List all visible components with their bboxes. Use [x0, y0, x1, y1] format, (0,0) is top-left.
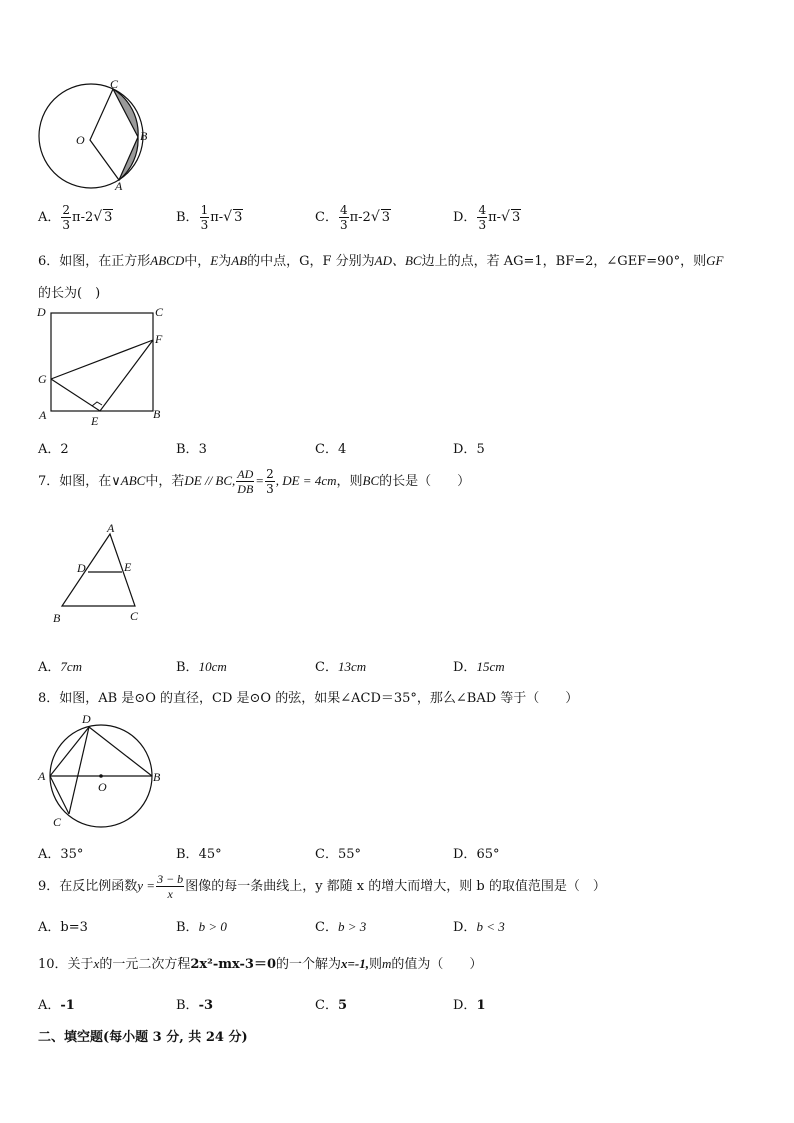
- q6-option-a[interactable]: A．2: [38, 442, 69, 457]
- q8-option-d[interactable]: D．65°: [453, 847, 500, 862]
- q6-square-figure: [34, 304, 174, 430]
- q6-option-b[interactable]: B．3: [176, 442, 207, 457]
- q5-label-b: B: [140, 129, 148, 143]
- q6-label-c: C: [155, 305, 164, 319]
- q5-label-c: C: [110, 78, 119, 91]
- q7-stem: 7．如图，在∨ABC中，若DE // BC, $\frac{AD}{DB}$ = $\frac{2}{3}$ , DE = 4cm，则BC的长是（ ）: [38, 467, 471, 496]
- q9-stem: 9．在反比例函数y = $\frac{3 - b}{x}$ 图像的每一条曲线上，y 都随 x 的增大而增大，则 b 的取值范围是（ ）: [38, 872, 606, 901]
- q6-label-d: D: [37, 305, 46, 319]
- q6-label-g: G: [38, 372, 47, 386]
- section-2-heading: 二、填空题(每小题 3 分, 共 24 分): [38, 1030, 248, 1045]
- q9-option-d[interactable]: D．b < 3: [453, 919, 505, 935]
- q5-label-a: A: [115, 179, 123, 193]
- q8-label-b: B: [153, 770, 161, 784]
- q8-option-a[interactable]: A．35°: [38, 847, 84, 862]
- q8-option-c[interactable]: C．55°: [315, 847, 361, 862]
- q7-option-d[interactable]: D．15cm: [453, 659, 505, 675]
- q8-stem: 8．如图，AB 是⊙O 的直径，CD 是⊙O 的弦，如果∠ACD＝35°，那么∠BAD 等于（ ）: [38, 691, 579, 706]
- q5-option-c[interactable]: C． $\frac{4}{3}$ π-2√ 3: [315, 203, 391, 232]
- q10-option-b[interactable]: B．-3: [176, 998, 214, 1013]
- q5-option-b[interactable]: B． $\frac{1}{3}$ π-√ 3: [176, 203, 243, 232]
- q8-label-d: D: [82, 712, 91, 726]
- q9-option-a[interactable]: A．b=3: [38, 920, 88, 935]
- q6-label-f: F: [155, 332, 163, 346]
- q7-triangle-figure: [48, 522, 158, 628]
- q6-stem-line1: 6．如图，在正方形ABCD中，E为AB的中点，G，F 分别为AD、BC边上的点，若 AG=1，BF=2，∠GEF=90°，则GF: [38, 253, 724, 269]
- q10-stem: 10．关于x的一元二次方程2x²-mx-3＝0的一个解为x=-1,则m的值为（ ）: [38, 956, 483, 972]
- q5-circle-figure: [30, 78, 160, 198]
- q7-label-b: B: [53, 611, 61, 625]
- q9-option-b[interactable]: B．b > 0: [176, 919, 227, 935]
- q6-label-b: B: [153, 407, 161, 421]
- q5-option-a[interactable]: A． $\frac{2}{3}$ π-2√ 3: [38, 203, 113, 232]
- q8-label-a: A: [38, 769, 46, 783]
- q10-option-d[interactable]: D．1: [453, 998, 486, 1013]
- q9-option-c[interactable]: C．b > 3: [315, 919, 367, 935]
- q5-label-o: O: [76, 133, 85, 147]
- q6-label-a: A: [39, 408, 47, 422]
- q10-option-a[interactable]: A．-1: [38, 998, 75, 1013]
- q7-option-c[interactable]: C．13cm: [315, 659, 367, 675]
- q7-option-b[interactable]: B．10cm: [176, 659, 227, 675]
- q7-label-c: C: [130, 609, 139, 623]
- q8-label-c: C: [53, 815, 62, 829]
- q6-stem-line2: 的长为( ): [38, 286, 101, 301]
- q7-option-a[interactable]: A．7cm: [38, 659, 83, 675]
- q6-option-d[interactable]: D．5: [453, 442, 485, 457]
- q6-label-e: E: [91, 414, 99, 428]
- q6-option-c[interactable]: C．4: [315, 442, 347, 457]
- q7-label-e: E: [124, 560, 132, 574]
- q10-option-c[interactable]: C．5: [315, 998, 347, 1013]
- q7-label-d: D: [77, 561, 86, 575]
- q8-label-o: O: [98, 780, 107, 794]
- q8-circle-figure: [34, 708, 166, 832]
- q5-option-d[interactable]: D． $\frac{4}{3}$ π-√ 3: [453, 203, 521, 232]
- q8-option-b[interactable]: B．45°: [176, 847, 222, 862]
- q7-label-a: A: [107, 522, 115, 535]
